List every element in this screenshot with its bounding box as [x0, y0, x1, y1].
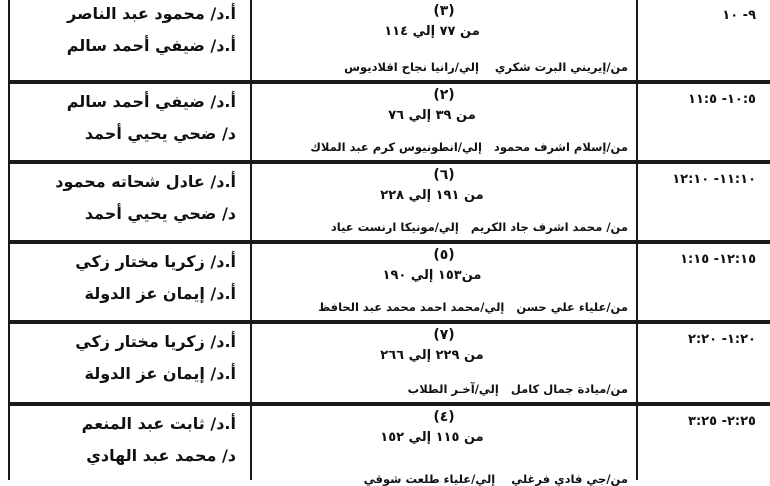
time-cell	[636, 82, 770, 162]
table-row	[0, 242, 770, 322]
group-range: من ١٩١ إلي ٢٢٨	[380, 188, 484, 203]
group-number: (٦)	[433, 167, 455, 183]
examiner-name: أ.د/ زكريا مختار زكي	[75, 332, 236, 351]
time-cell	[636, 162, 770, 242]
examiner-name: د/ ضحي يحيي أحمد	[84, 204, 236, 223]
time-slot: ٢:٢٥- ٣:٢٥	[688, 414, 756, 429]
table-row	[0, 0, 770, 82]
time-slot: ١٠:٥- ١١:٥	[688, 92, 756, 107]
examiner-name: أ.د/ عادل شحاته محمود	[55, 172, 236, 191]
group-range: من ٢٢٩ إلي ٢٦٦	[380, 348, 484, 363]
table-row	[0, 322, 770, 404]
examiner-name: أ.د/ ضيفي أحمد سالم	[66, 36, 236, 55]
examiners-cell	[8, 162, 250, 242]
group-students: من/جي فادي فرغلي إلي/علياء طلعت شوقي	[363, 472, 628, 486]
group-cell	[250, 162, 636, 242]
group-number: (٤)	[433, 409, 455, 425]
group-range: من١٥٣ إلي ١٩٠	[382, 268, 482, 283]
group-students: من/إيريني البرت شكري إلي/رانيا نجاح اقلاديوس	[344, 60, 628, 74]
examiners-cell	[8, 322, 250, 404]
time-cell	[636, 404, 770, 480]
group-number: (٣)	[433, 3, 455, 19]
examiner-name: أ.د/ محمود عبد الناصر	[67, 4, 236, 23]
examiners-cell	[8, 404, 250, 480]
examiner-name: أ.د/ زكريا مختار زكي	[75, 252, 236, 271]
table-row	[0, 404, 770, 486]
time-slot: ١:٢٠- ٢:٢٠	[688, 332, 756, 347]
group-students: من/ محمد اشرف جاد الكريم إلي/مونيكا ارنست عياد	[330, 220, 628, 234]
group-range: من ١١٥ إلي ١٥٢	[380, 430, 484, 445]
examiners-cell	[8, 0, 250, 82]
time-slot: ١١:١٠- ١٢:١٠	[672, 172, 756, 187]
group-number: (٥)	[433, 247, 455, 263]
group-students: من/ميادة جمال كامل إلي/آخـر الطلاب	[407, 382, 628, 396]
examiner-name: أ.د/ ثابت عبد المنعم	[81, 414, 236, 433]
group-students: من/علياء علي حسن إلي/محمد احمد محمد عبد الحافظ	[318, 300, 628, 314]
group-cell	[250, 242, 636, 322]
group-cell	[250, 404, 636, 486]
table-row	[0, 82, 770, 162]
examiner-name: د/ محمد عبد الهادي	[86, 446, 236, 465]
time-cell	[636, 242, 770, 322]
group-cell	[250, 322, 636, 404]
group-cell	[250, 82, 636, 162]
examiner-name: أ.د/ إيمان عز الدولة	[84, 364, 236, 383]
group-number: (٧)	[433, 327, 455, 343]
examiner-name: أ.د/ ضيفي أحمد سالم	[66, 92, 236, 111]
time-cell	[636, 322, 770, 404]
time-slot: ١٢:١٥- ١:١٥	[680, 252, 756, 267]
group-cell	[250, 0, 636, 82]
table-row	[0, 162, 770, 242]
examiners-cell	[8, 242, 250, 322]
time-slot: ٩- ١٠	[722, 8, 756, 23]
examiners-cell	[8, 82, 250, 162]
group-range: من ٧٧ إلي ١١٤	[384, 24, 480, 39]
group-range: من ٣٩ إلي ٧٦	[388, 108, 476, 123]
examiner-name: أ.د/ إيمان عز الدولة	[84, 284, 236, 303]
examiner-name: د/ ضحي يحيي أحمد	[84, 124, 236, 143]
time-cell	[636, 0, 770, 82]
group-students: من/إسلام اشرف محمود إلي/انطونيوس كرم عبد الملاك	[310, 140, 628, 154]
group-number: (٢)	[433, 87, 455, 103]
